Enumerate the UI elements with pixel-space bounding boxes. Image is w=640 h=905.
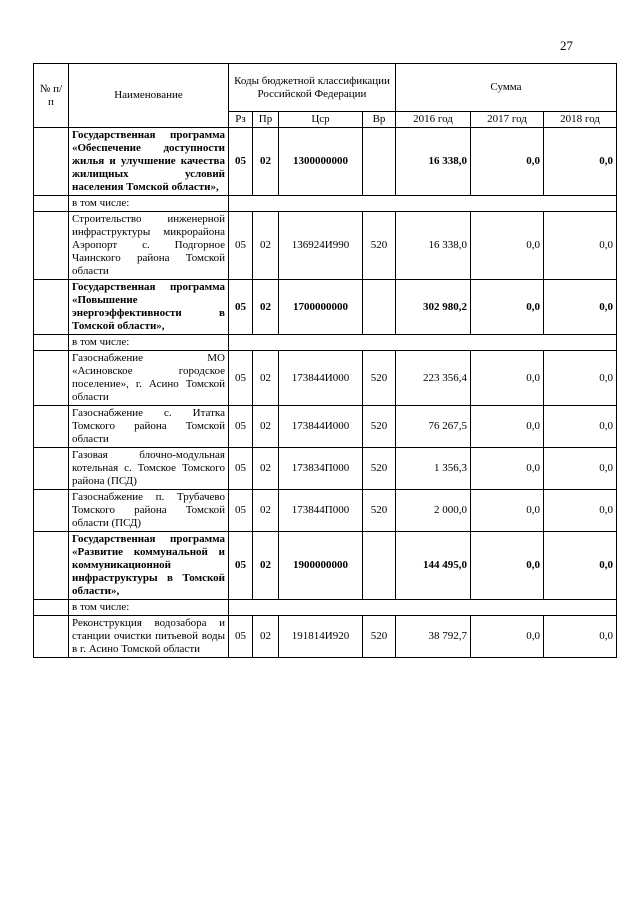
row-number bbox=[34, 280, 69, 335]
row-2018: 0,0 bbox=[544, 280, 617, 335]
row-number bbox=[34, 616, 69, 658]
row-vr bbox=[363, 532, 396, 600]
row-csr: 1700000000 bbox=[279, 280, 363, 335]
table-row bbox=[34, 600, 617, 616]
row-vr bbox=[363, 128, 396, 196]
row-empty-cells bbox=[229, 600, 617, 616]
row-2018: 0,0 bbox=[544, 212, 617, 280]
row-rz: 05 bbox=[229, 406, 253, 448]
row-number bbox=[34, 128, 69, 196]
row-name: Государственная программа «Развитие коммунальной и коммуникационной инфраструктуры в Томской области», bbox=[69, 532, 229, 600]
row-name: Государственная программа «Обеспечение доступности жилья и улучшение качества жилищных условий населения Томской области», bbox=[69, 128, 229, 196]
table-row bbox=[34, 351, 617, 406]
row-name: Газоснабжение п. Трубачево Томского района Томской области (ПСД) bbox=[69, 490, 229, 532]
row-number bbox=[34, 212, 69, 280]
header-num: № п/п bbox=[34, 64, 69, 128]
row-2018: 0,0 bbox=[544, 351, 617, 406]
row-empty-cells bbox=[229, 196, 617, 212]
row-2017: 0,0 bbox=[471, 532, 544, 600]
row-2018: 0,0 bbox=[544, 616, 617, 658]
table-row bbox=[34, 196, 617, 212]
header-vr: Вр bbox=[363, 112, 396, 128]
row-csr: 173834П000 bbox=[279, 448, 363, 490]
row-2017: 0,0 bbox=[471, 128, 544, 196]
row-vr: 520 bbox=[363, 406, 396, 448]
row-csr: 1300000000 bbox=[279, 128, 363, 196]
row-2018: 0,0 bbox=[544, 406, 617, 448]
row-pr: 02 bbox=[253, 616, 279, 658]
row-vr: 520 bbox=[363, 448, 396, 490]
header-2017: 2017 год bbox=[471, 112, 544, 128]
row-pr: 02 bbox=[253, 351, 279, 406]
header-rz: Рз bbox=[229, 112, 253, 128]
row-number bbox=[34, 351, 69, 406]
row-name: в том числе: bbox=[69, 600, 229, 616]
row-name: Государственная программа «Повышение энергоэффективности в Томской области», bbox=[69, 280, 229, 335]
header-sum-group: Сумма bbox=[396, 64, 617, 112]
header-2016: 2016 год bbox=[396, 112, 471, 128]
row-csr: 191814И920 bbox=[279, 616, 363, 658]
row-rz: 05 bbox=[229, 351, 253, 406]
header-name: Наименование bbox=[69, 64, 229, 128]
row-2018: 0,0 bbox=[544, 490, 617, 532]
row-vr: 520 bbox=[363, 212, 396, 280]
row-2017: 0,0 bbox=[471, 616, 544, 658]
row-rz: 05 bbox=[229, 532, 253, 600]
row-pr: 02 bbox=[253, 406, 279, 448]
table-row bbox=[34, 448, 617, 490]
row-pr: 02 bbox=[253, 448, 279, 490]
row-name: в том числе: bbox=[69, 335, 229, 351]
row-rz: 05 bbox=[229, 212, 253, 280]
row-2017: 0,0 bbox=[471, 406, 544, 448]
row-2016: 38 792,7 bbox=[396, 616, 471, 658]
header-codes-group: Коды бюджетной классификации Российской Федерации bbox=[229, 64, 396, 112]
row-2016: 144 495,0 bbox=[396, 532, 471, 600]
row-number bbox=[34, 196, 69, 212]
row-vr: 520 bbox=[363, 490, 396, 532]
header-pr: Пр bbox=[253, 112, 279, 128]
row-vr bbox=[363, 280, 396, 335]
row-number bbox=[34, 532, 69, 600]
row-pr: 02 bbox=[253, 212, 279, 280]
row-2016: 302 980,2 bbox=[396, 280, 471, 335]
row-2017: 0,0 bbox=[471, 490, 544, 532]
row-rz: 05 bbox=[229, 616, 253, 658]
row-2018: 0,0 bbox=[544, 532, 617, 600]
row-2017: 0,0 bbox=[471, 448, 544, 490]
row-rz: 05 bbox=[229, 280, 253, 335]
table-row bbox=[34, 335, 617, 351]
row-csr: 173844П000 bbox=[279, 490, 363, 532]
row-vr: 520 bbox=[363, 351, 396, 406]
row-name: Газовая блочно-модульная котельная с. Томское Томского района (ПСД) bbox=[69, 448, 229, 490]
row-2016: 16 338,0 bbox=[396, 212, 471, 280]
row-number bbox=[34, 600, 69, 616]
row-pr: 02 bbox=[253, 128, 279, 196]
row-pr: 02 bbox=[253, 532, 279, 600]
row-empty-cells bbox=[229, 335, 617, 351]
table-row bbox=[34, 616, 617, 658]
row-2016: 1 356,3 bbox=[396, 448, 471, 490]
row-name: Газоснабжение с. Итатка Томского района Томской области bbox=[69, 406, 229, 448]
row-vr: 520 bbox=[363, 616, 396, 658]
table-row bbox=[34, 212, 617, 280]
row-2018: 0,0 bbox=[544, 128, 617, 196]
row-csr: 1900000000 bbox=[279, 532, 363, 600]
row-pr: 02 bbox=[253, 490, 279, 532]
row-2016: 223 356,4 bbox=[396, 351, 471, 406]
row-csr: 136924И990 bbox=[279, 212, 363, 280]
table-row bbox=[34, 280, 617, 335]
page-number: 27 bbox=[560, 38, 573, 53]
row-name: Газоснабжение МО «Асиновское городское поселение», г. Асино Томской области bbox=[69, 351, 229, 406]
row-number bbox=[34, 490, 69, 532]
header-2018: 2018 год bbox=[544, 112, 617, 128]
row-name: Реконструкция водозабора и станции очистки питьевой воды в г. Асино Томской области bbox=[69, 616, 229, 658]
row-csr: 173844И000 bbox=[279, 351, 363, 406]
row-number bbox=[34, 448, 69, 490]
row-rz: 05 bbox=[229, 490, 253, 532]
row-name: в том числе: bbox=[69, 196, 229, 212]
table-row bbox=[34, 532, 617, 600]
row-name: Строительство инженерной инфраструктуры микрорайона Аэропорт с. Подгорное Чаинского района Томской области bbox=[69, 212, 229, 280]
header-row-top bbox=[34, 64, 617, 112]
row-number bbox=[34, 406, 69, 448]
row-2017: 0,0 bbox=[471, 280, 544, 335]
row-rz: 05 bbox=[229, 448, 253, 490]
header-csr: Цср bbox=[279, 112, 363, 128]
row-2017: 0,0 bbox=[471, 351, 544, 406]
table-row bbox=[34, 406, 617, 448]
row-2018: 0,0 bbox=[544, 448, 617, 490]
budget-table bbox=[33, 63, 617, 658]
table-row bbox=[34, 128, 617, 196]
row-2016: 76 267,5 bbox=[396, 406, 471, 448]
row-number bbox=[34, 335, 69, 351]
row-2016: 16 338,0 bbox=[396, 128, 471, 196]
table-row bbox=[34, 490, 617, 532]
row-2016: 2 000,0 bbox=[396, 490, 471, 532]
row-pr: 02 bbox=[253, 280, 279, 335]
row-rz: 05 bbox=[229, 128, 253, 196]
row-2017: 0,0 bbox=[471, 212, 544, 280]
row-csr: 173844И000 bbox=[279, 406, 363, 448]
